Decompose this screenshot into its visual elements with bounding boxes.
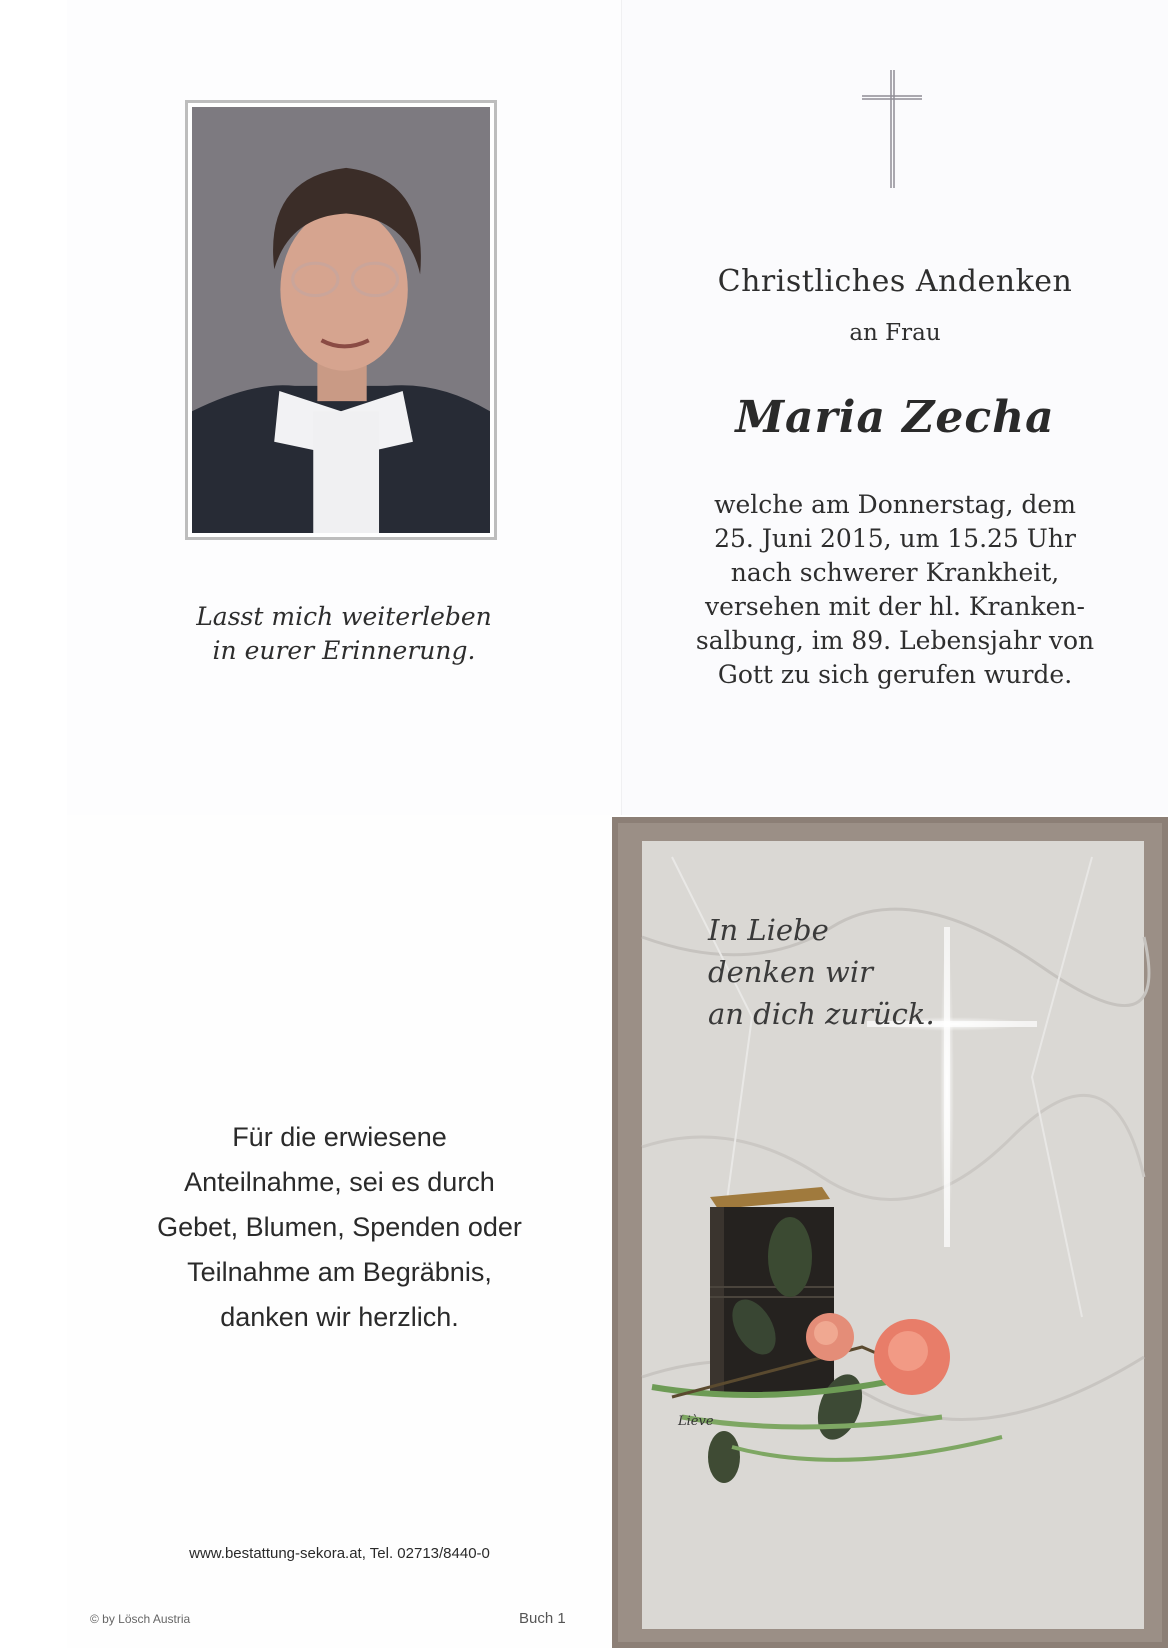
quote-line: Lasst mich weiterleben	[196, 602, 492, 631]
death-notice	[622, 488, 1168, 692]
thanks-message	[67, 1115, 612, 1340]
thanks-line: danken wir herzlich.	[220, 1302, 459, 1332]
card-subtitle: an Frau	[849, 320, 941, 346]
copyright-note: © by Lösch Austria	[90, 1612, 191, 1626]
art-inscription	[708, 909, 935, 1035]
notice-line: versehen mit der hl. Kranken-	[705, 592, 1085, 621]
memorial-quote	[67, 600, 621, 668]
funeral-home-contact: www.bestattung-sekora.at, Tel. 02713/8440-0	[189, 1545, 490, 1562]
text-panel	[622, 0, 1168, 815]
inscription-line: an dich zurück.	[708, 997, 935, 1031]
inscription-line: denken wir	[708, 955, 873, 989]
book-illustration	[710, 1187, 834, 1392]
photo-panel	[67, 0, 622, 815]
cross-icon	[862, 70, 922, 190]
portrait-photo	[185, 100, 497, 540]
notice-line: welche am Donnerstag, dem	[714, 490, 1076, 519]
deceased-name: Maria Zecha	[735, 392, 1055, 443]
thanks-line: Teilnahme am Begräbnis,	[187, 1257, 492, 1287]
portrait-image	[192, 107, 490, 533]
notice-line: salbung, im 89. Lebensjahr von	[695, 626, 1095, 655]
card-title: Christliches Andenken	[717, 264, 1073, 299]
notice-line: Gott zu sich gerufen wurde.	[717, 660, 1073, 689]
notice-line: nach schwerer Krankheit,	[730, 558, 1060, 587]
quote-line: in eurer Erinnerung.	[212, 636, 476, 665]
inscription-line: In Liebe	[708, 913, 829, 947]
art-panel	[612, 817, 1168, 1648]
thanks-line: Gebet, Blumen, Spenden oder	[157, 1212, 522, 1242]
book-number: Buch 1	[519, 1610, 566, 1627]
thanks-line: Für die erwiesene	[232, 1122, 447, 1152]
thanks-line: Anteilnahme, sei es durch	[184, 1167, 495, 1197]
thanks-panel	[67, 815, 612, 1648]
artist-signature: Liève	[678, 1414, 714, 1429]
notice-line: 25. Juni 2015, um 15.25 Uhr	[714, 524, 1076, 553]
